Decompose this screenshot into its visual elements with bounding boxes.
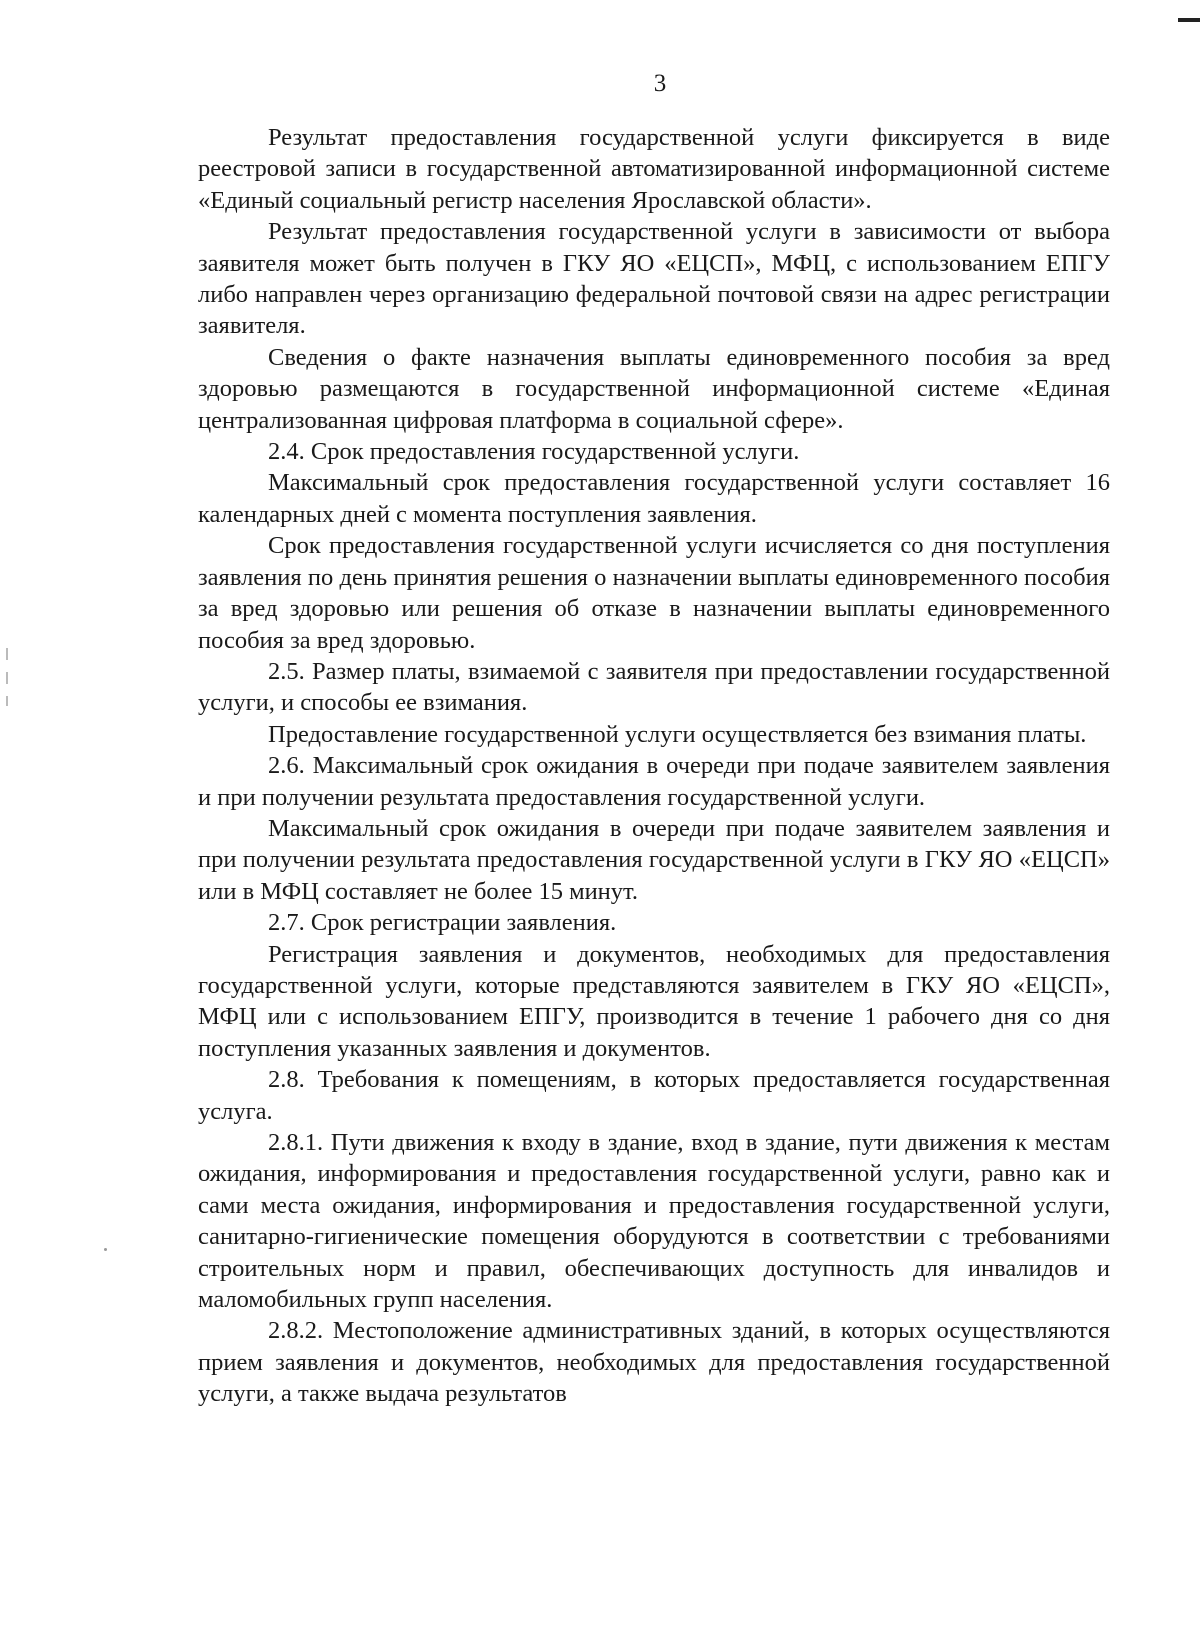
section-heading-2-5: 2.5. Размер платы, взимаемой с заявителя при предоставлении государственной услуги, и способы ее взимания. (198, 657, 1110, 717)
paragraph-result-delivery: Результат предоставления государственной услуги в зависимости от выбора заявителя может быть получен в ГКУ ЯО «ЕЦСП», МФЦ, с использованием ЕПГУ либо направлен через организацию федеральной почтовой связи на адрес регистрации заявителя. (198, 218, 1110, 340)
scan-artifact-mark (6, 696, 8, 706)
paragraph-registration-term: Регистрация заявления и документов, необходимых для предоставления государственной услуги, которые представляются заявителем в ГКУ ЯО «ЕЦСП», МФЦ или с использованием ЕПГУ, производится в течение 1 рабочего дня со дня поступления указанных заявления и документов. (198, 940, 1110, 1062)
page-number: 3 (653, 70, 667, 97)
scan-artifact-mark (6, 672, 8, 684)
section-heading-2-7: 2.7. Срок регистрации заявления. (268, 909, 617, 937)
paragraph-payment-info: Сведения о факте назначения выплаты единовременного пособия за вред здоровью размещаются в государственной информационной системе «Единая централизованная цифровая платформа в социальной сфере». (198, 343, 1110, 434)
paragraph-no-fee: Предоставление государственной услуги осуществляется без взимания платы. (268, 720, 1087, 748)
section-2-8-2: 2.8.2. Местоположение административных зданий, в которых осуществляются прием заявления и документов, необходимых для предоставления государственной услуги, а также выдача результатов (198, 1317, 1110, 1408)
section-heading-2-8: 2.8. Требования к помещениям, в которых предоставляется государственная услуга. (198, 1066, 1110, 1125)
section-2-8-1: 2.8.1. Пути движения к входу в здание, вход в здание, пути движения к местам ожидания, информирования и предоставления государственной услуги, равно как и сами места ожидания, информирования и предоставления государственной услуги, санитарно-гигиенические помещения оборудуются в соответствии с требованиями строительных норм и правил, обеспечивающих доступность для инвалидов и маломобильных групп населения. (198, 1129, 1110, 1314)
section-heading-2-6: 2.6. Максимальный срок ожидания в очереди при подаче заявителем заявления и при получении результата предоставления государственной услуги. (198, 752, 1110, 811)
paragraph-queue-time: Максимальный срок ожидания в очереди при подаче заявителем заявления и при получении результата предоставления государственной услуги в ГКУ ЯО «ЕЦСП» или в МФЦ составляет не более 15 минут. (198, 814, 1110, 905)
section-heading-2-4: 2.4. Срок предоставления государственной услуги. (268, 438, 800, 466)
paragraph-term-calculation: Срок предоставления государственной услуги исчисляется со дня поступления заявления по день принятия решения о назначении выплаты единовременного пособия за вред здоровью или решения об отказе в назначении выплаты единовременного пособия за вред здоровью. (198, 532, 1110, 654)
paragraph-max-term: Максимальный срок предоставления государственной услуги составляет 16 календарных дней с момента поступления заявления. (198, 469, 1110, 528)
paragraph-result-registry: Результат предоставления государственной услуги фиксируется в виде реестровой записи в государственной автоматизированной информационной системе «Единый социальный регистр населения Ярославской области». (198, 124, 1110, 214)
scan-artifact-mark (1178, 18, 1200, 22)
scan-artifact-dot (104, 1248, 107, 1251)
document-body (198, 122, 1110, 1410)
scan-artifact-mark (6, 648, 8, 660)
